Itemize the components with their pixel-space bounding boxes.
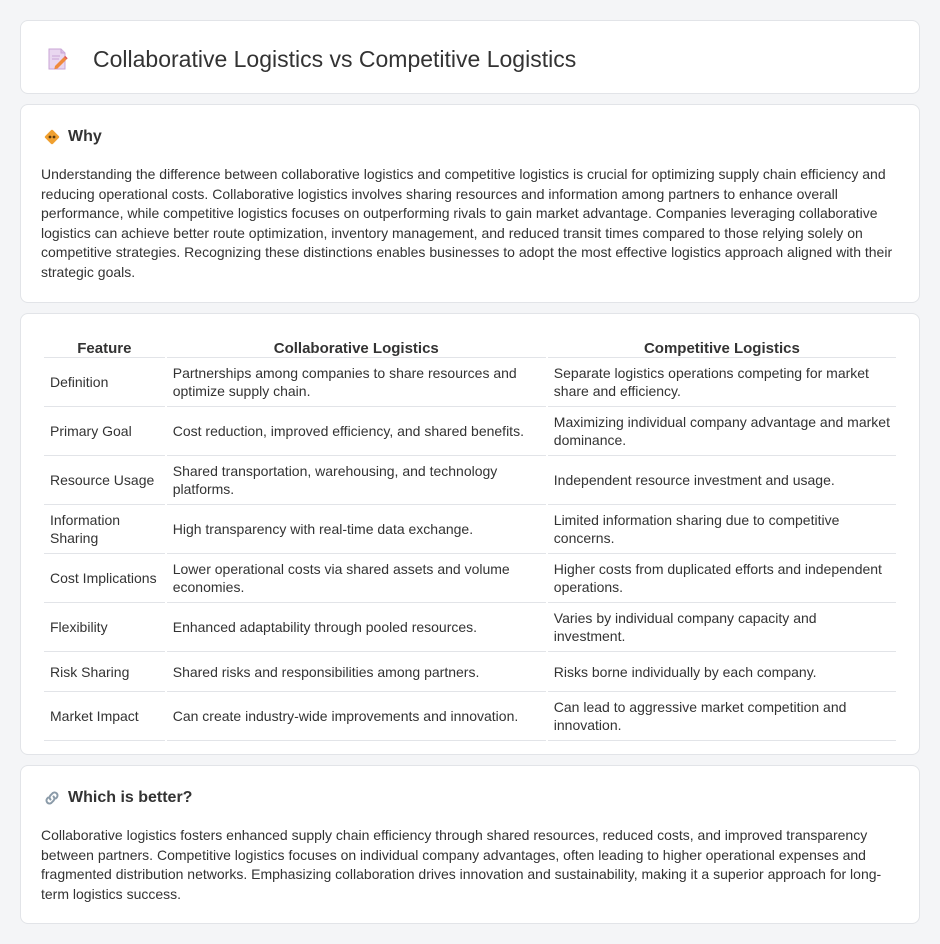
competitive-cell: Separate logistics operations competing for market share and efficiency. <box>548 358 896 407</box>
competitive-cell: Higher costs from duplicated efforts and independent operations. <box>548 554 896 603</box>
table-row <box>44 456 896 505</box>
collaborative-cell: Shared risks and responsibilities among partners. <box>167 652 546 692</box>
feature-cell: Cost Implications <box>44 554 165 603</box>
competitive-cell: Maximizing individual company advantage and market dominance. <box>548 407 896 456</box>
why-title: Why <box>68 128 102 145</box>
feature-cell: Risk Sharing <box>44 652 165 692</box>
collaborative-cell: Cost reduction, improved efficiency, and shared benefits. <box>167 407 546 456</box>
why-body: Understanding the difference between collaborative logistics and competitive logistics is crucial for optimizing supply chain efficiency and reducing operational costs. Collaborative logistics involves sharing resources and information among partners to enhance overall performance, while competitive logistics focuses on outperforming rivals to gain market advantage. Companies leveraging collaborative logistics can achieve better route optimization, inventory management, and reduced transit times compared to those relying solely on competitive strategies. Recognizing these distinctions enables businesses to adopt the most effective logistics approach aligned with their strategic goals. <box>41 166 893 280</box>
competitive-cell: Independent resource investment and usage. <box>548 456 896 505</box>
collaborative-cell: Can create industry-wide improvements and innovation. <box>167 692 546 741</box>
table-row <box>44 603 896 652</box>
feature-cell: Primary Goal <box>44 407 165 456</box>
table-row <box>44 554 896 603</box>
feature-cell: Flexibility <box>44 603 165 652</box>
competitive-cell: Limited information sharing due to competitive concerns. <box>548 505 896 554</box>
competitive-cell: Risks borne individually by each company. <box>548 652 896 692</box>
better-heading <box>43 788 192 808</box>
feature-cell: Information Sharing <box>44 505 165 554</box>
table-row <box>44 358 896 407</box>
feature-cell: Resource Usage <box>44 456 165 505</box>
collaborative-cell: High transparency with real-time data exchange. <box>167 505 546 554</box>
column-header-competitive: Competitive Logistics <box>548 336 896 358</box>
table-row <box>44 652 896 692</box>
document-pencil-icon <box>47 47 69 71</box>
collaborative-cell: Partnerships among companies to share resources and optimize supply chain. <box>167 358 546 407</box>
competitive-cell: Varies by individual company capacity and investment. <box>548 603 896 652</box>
table-row <box>44 407 896 456</box>
collaborative-cell: Enhanced adaptability through pooled resources. <box>167 603 546 652</box>
header-card <box>20 20 920 94</box>
page-title: Collaborative Logistics vs Competitive Logistics <box>93 46 577 72</box>
comparison-table <box>42 336 898 741</box>
table-row <box>44 505 896 554</box>
which-is-better-section <box>20 765 920 924</box>
why-section <box>20 104 920 303</box>
feature-cell: Definition <box>44 358 165 407</box>
collaborative-cell: Shared transportation, warehousing, and technology platforms. <box>167 456 546 505</box>
diamond-sign-icon <box>43 128 61 146</box>
table-header-row <box>44 336 896 358</box>
better-body: Collaborative logistics fosters enhanced supply chain efficiency through shared resources, reduced costs, and improved transparency between partners. Competitive logistics focuses on individual company advantages, often leading to higher operational expenses and fragmented distribution networks. Emphasizing collaboration drives innovation and sustainability, making it a superior approach for long-term logistics success. <box>41 827 882 902</box>
competitive-cell: Can lead to aggressive market competition and innovation. <box>548 692 896 741</box>
why-heading <box>43 127 102 147</box>
column-header-feature: Feature <box>44 336 165 358</box>
table-row <box>44 692 896 741</box>
comparison-section <box>20 313 920 755</box>
column-header-collaborative: Collaborative Logistics <box>167 336 546 358</box>
better-title: Which is better? <box>68 789 193 806</box>
link-icon <box>43 789 61 807</box>
collaborative-cell: Lower operational costs via shared assets and volume economies. <box>167 554 546 603</box>
feature-cell: Market Impact <box>44 692 165 741</box>
